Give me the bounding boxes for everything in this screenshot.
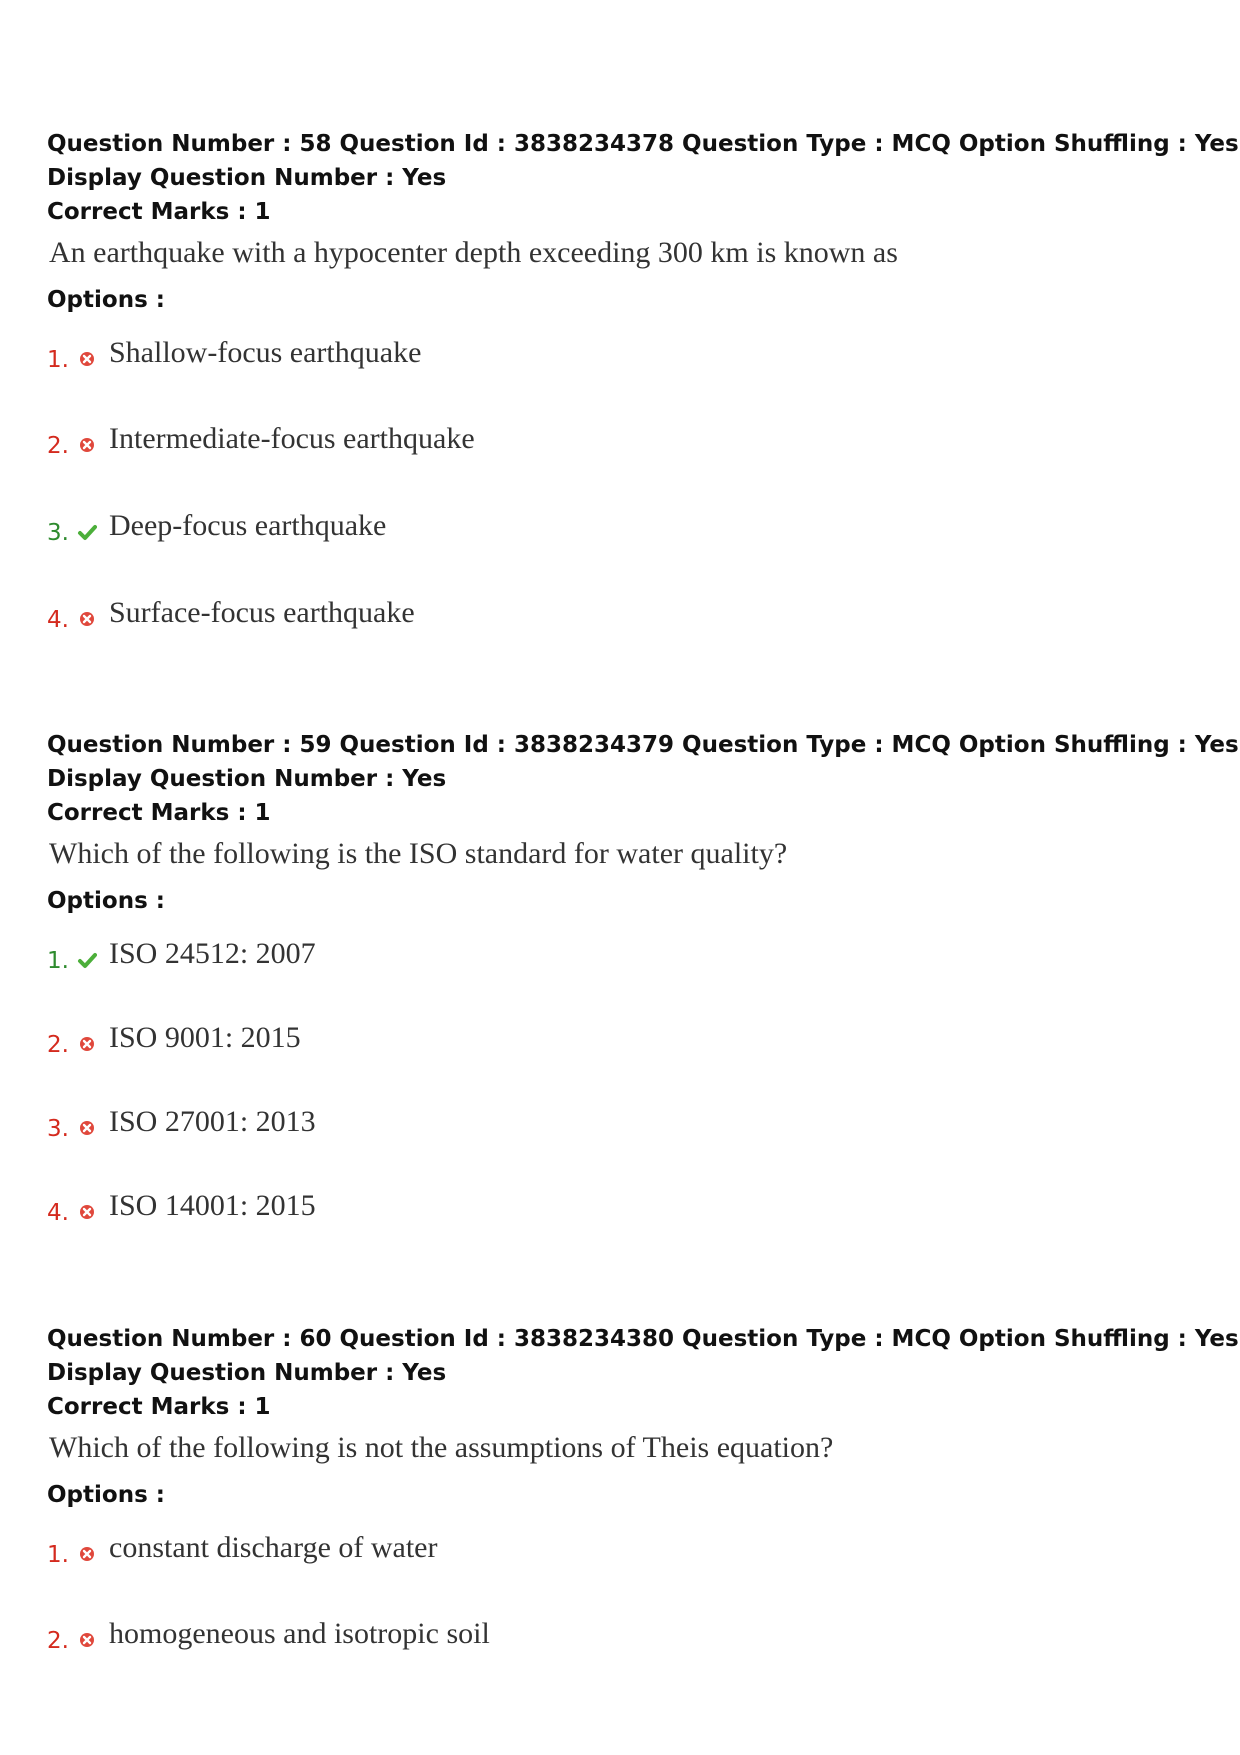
option-number: 2. (47, 1032, 69, 1058)
option-text: ISO 24512: 2007 (109, 937, 316, 970)
display-question-number: Display Question Number : Yes (47, 1360, 447, 1386)
option-number: 3. (47, 520, 69, 546)
check-icon (77, 950, 97, 970)
option-text: ISO 14001: 2015 (109, 1189, 316, 1222)
option-text: Intermediate-focus earthquake (109, 422, 475, 455)
cross-icon (77, 1118, 97, 1138)
correct-marks: Correct Marks : 1 (47, 1394, 271, 1420)
cross-icon (77, 1544, 97, 1564)
question-meta: Question Number : 60 Question Id : 3838234380 Question Type : MCQ Option Shuffling : Yes (47, 1326, 1239, 1352)
option-text: Surface-focus earthquake (109, 596, 415, 629)
display-question-number: Display Question Number : Yes (47, 165, 447, 191)
cross-icon (77, 349, 97, 369)
option-number: 1. (47, 948, 69, 974)
display-question-number: Display Question Number : Yes (47, 766, 447, 792)
check-icon (77, 522, 97, 542)
options-label: Options : (47, 1482, 165, 1508)
option-number: 3. (47, 1116, 69, 1142)
option-number: 1. (47, 347, 69, 373)
question-meta: Question Number : 59 Question Id : 3838234379 Question Type : MCQ Option Shuffling : Yes (47, 732, 1239, 758)
question-text: Which of the following is not the assumptions of Theis equation? (49, 1431, 834, 1464)
cross-icon (77, 1202, 97, 1222)
correct-marks: Correct Marks : 1 (47, 199, 271, 225)
option-number: 4. (47, 607, 69, 633)
option-text: ISO 27001: 2013 (109, 1105, 316, 1138)
question-58 (47, 127, 1239, 323)
options-label: Options : (47, 287, 165, 313)
option-number: 2. (47, 1628, 69, 1654)
cross-icon (77, 609, 97, 629)
question-meta: Question Number : 58 Question Id : 3838234378 Question Type : MCQ Option Shuffling : Yes (47, 131, 1239, 157)
option-text: Shallow-focus earthquake (109, 336, 422, 369)
option-number: 4. (47, 1200, 69, 1226)
options-label: Options : (47, 888, 165, 914)
question-text: An earthquake with a hypocenter depth exceeding 300 km is known as (49, 236, 898, 269)
correct-marks: Correct Marks : 1 (47, 800, 271, 826)
option-text: Deep-focus earthquake (109, 509, 387, 542)
question-text: Which of the following is the ISO standard for water quality? (49, 837, 788, 870)
option-text: constant discharge of water (109, 1531, 438, 1564)
cross-icon (77, 1630, 97, 1650)
cross-icon (77, 435, 97, 455)
option-text: homogeneous and isotropic soil (109, 1617, 490, 1650)
option-text: ISO 9001: 2015 (109, 1021, 301, 1054)
question-59 (47, 728, 1239, 924)
option-number: 2. (47, 433, 69, 459)
question-60 (47, 1322, 1239, 1518)
option-number: 1. (47, 1542, 69, 1568)
cross-icon (77, 1034, 97, 1054)
